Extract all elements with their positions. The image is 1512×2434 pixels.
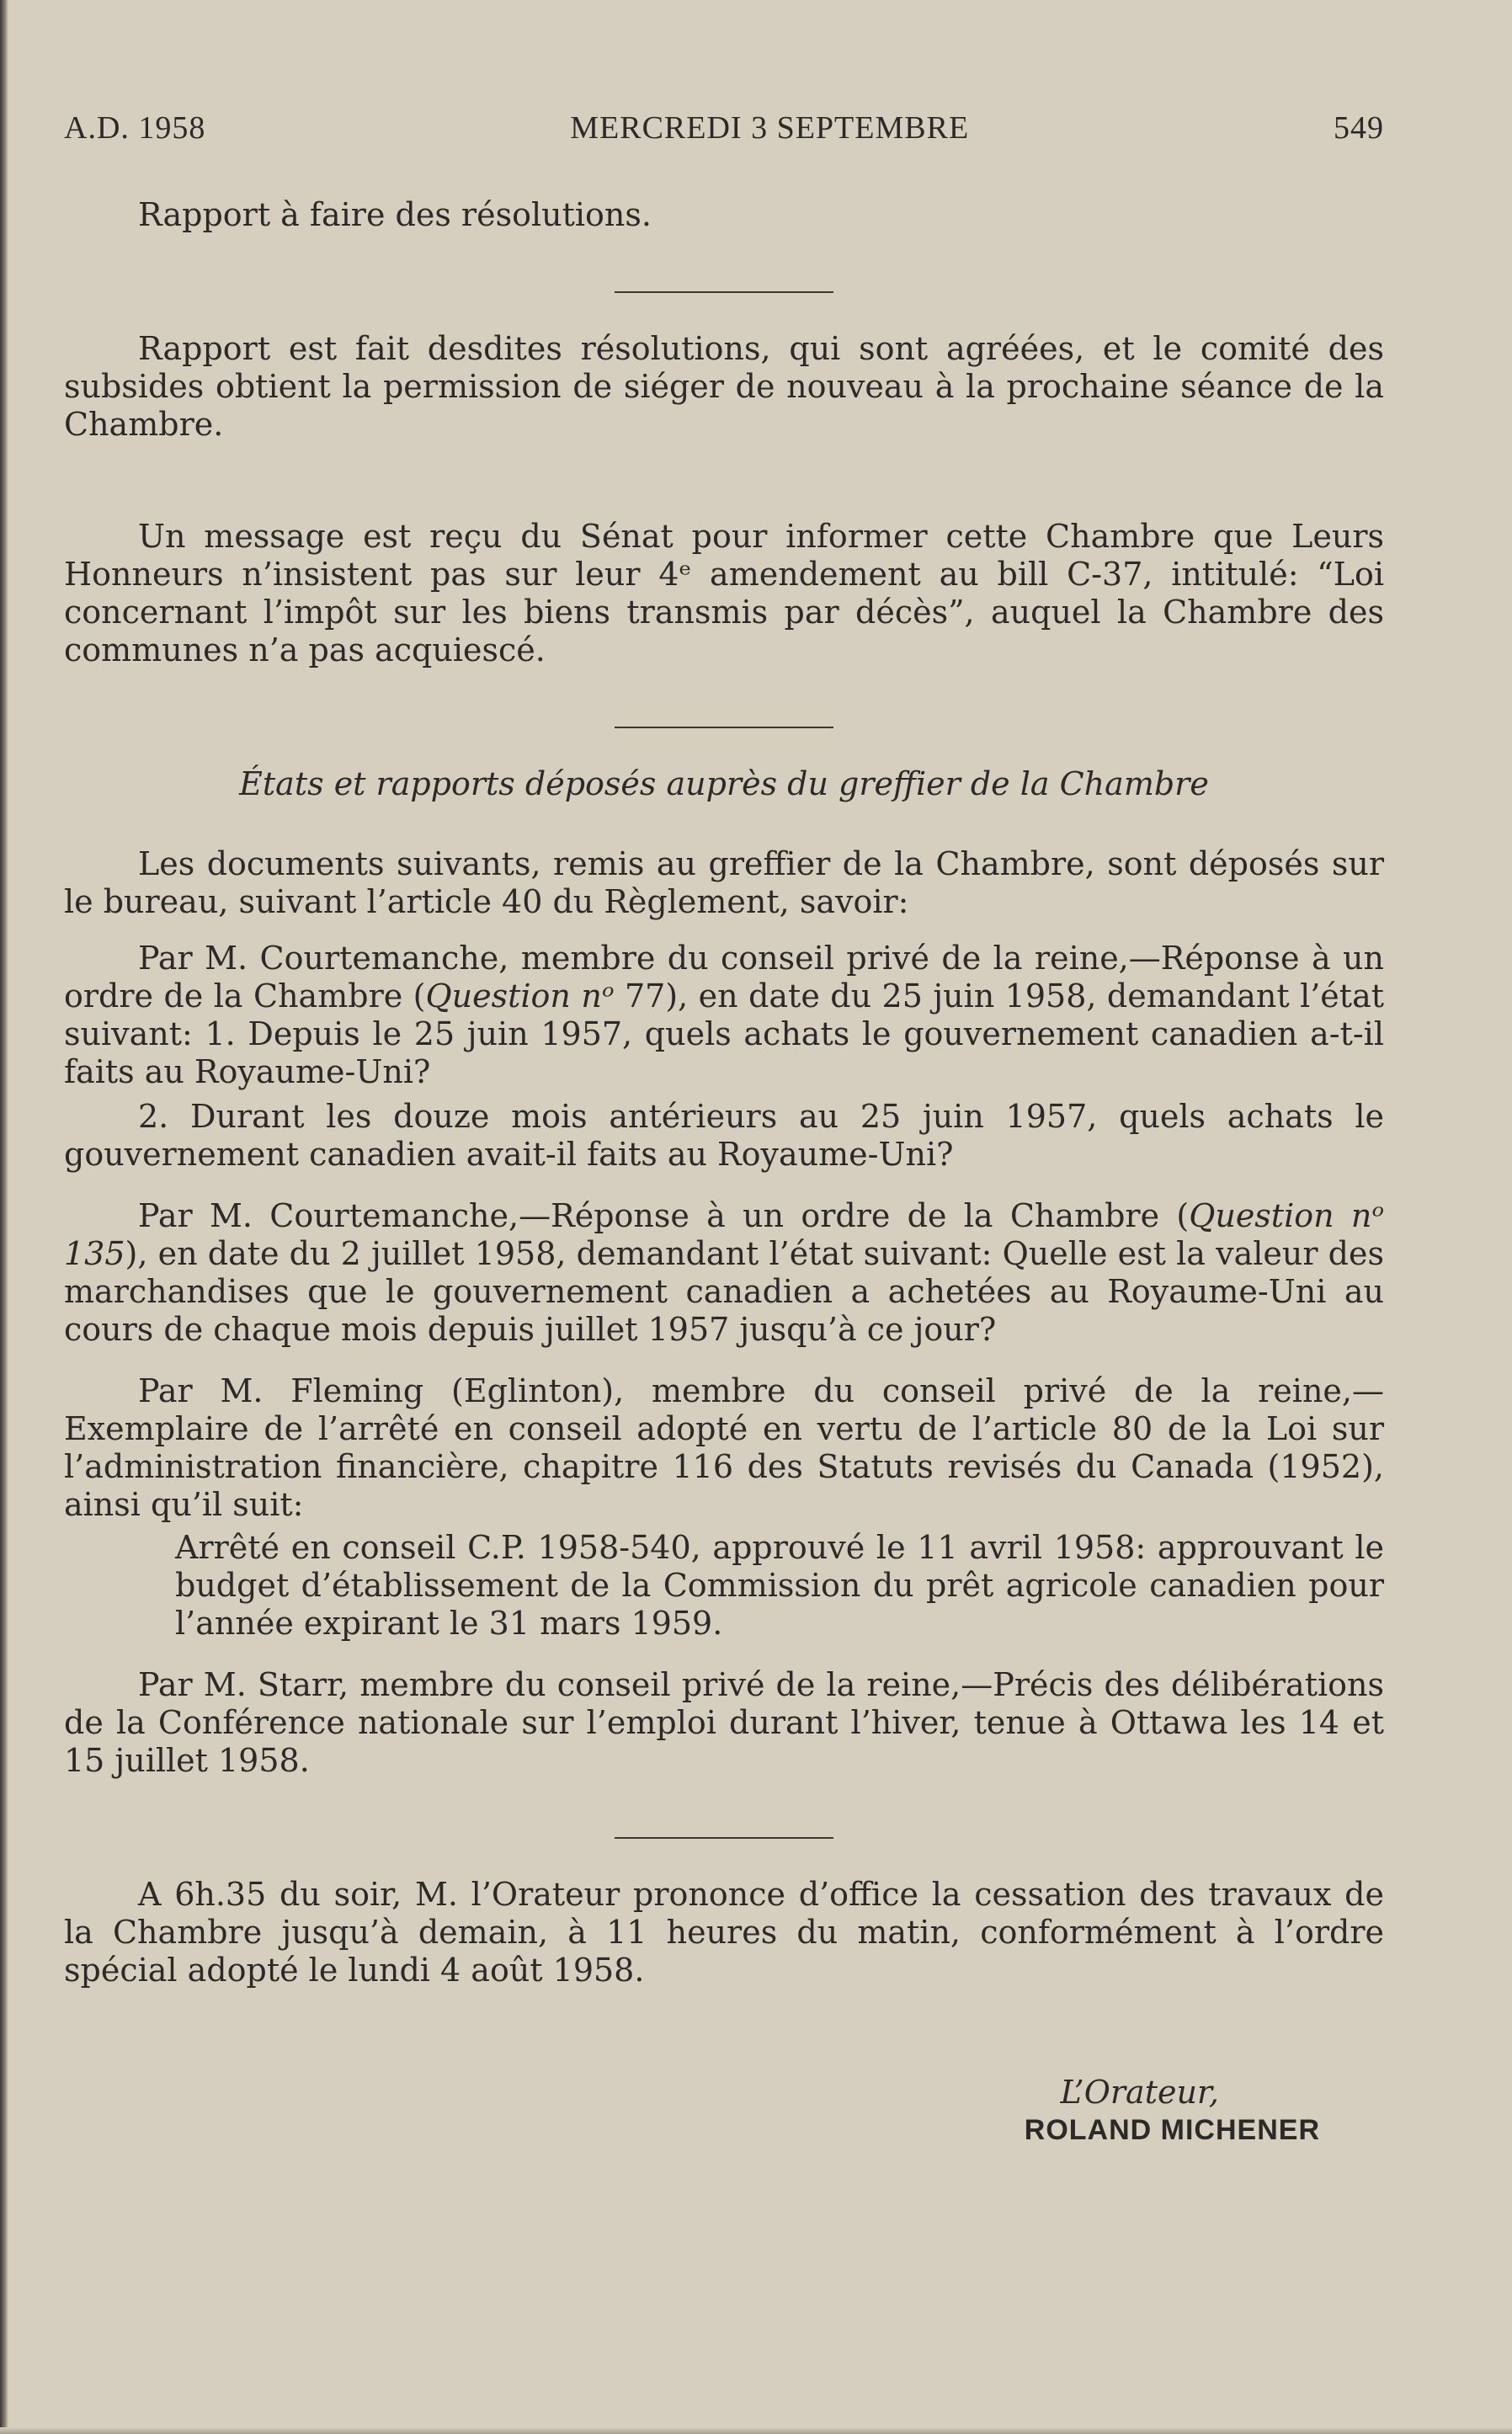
text-run-italic: Question nᵒ bbox=[425, 977, 615, 1015]
paragraph-fleming: Par M. Fleming (Eglinton), membre du conseil privé de la reine,—Exemplaire de l’arrêté en conseil adopté en vertu de l’article 80 de la Loi sur l’administration financière, chapitre 116 des Statuts revisés du Canada (1952), ainsi qu’il suit: bbox=[64, 1372, 1384, 1523]
paragraph-adjournment: A 6h.35 du soir, M. l’Orateur prononce d’office la cessation des travaux de la Chambre jusqu’à demain, à 11 heures du matin, conformément à l’ordre spécial adopté le lundi 4 août 1958. bbox=[64, 1876, 1384, 1989]
header-date: MERCREDI 3 SEPTEMBRE bbox=[570, 110, 970, 146]
document-page bbox=[64, 109, 1384, 2149]
text-run: 77), en date du 25 juin 1958, demandant l’état suivant: 1. Depuis le 25 juin 1957, quels achats le gouvernement canadien a-t-il faits au Royaume-Uni? bbox=[64, 977, 1384, 1090]
paragraph-question-2: 2. Durant les douze mois antérieurs au 25 juin 1957, quels achats le gouvernement canadien avait-il faits au Royaume-Uni? bbox=[64, 1098, 1384, 1173]
quoted-order-in-council: Arrêté en conseil C.P. 1958-540, approuvé le 11 avril 1958: approuvant le budget d’établissement de la Commission du prêt agricole canadien pour l’année expirant le 31 mars 1959. bbox=[175, 1529, 1384, 1642]
paragraph-report-made: Rapport est fait desdites résolutions, qui sont agréées, et le comité des subsides obtient la permission de siéger de nouveau à la prochaine séance de la Chambre. bbox=[64, 330, 1384, 443]
paragraph-report-resolutions: Rapport à faire des résolutions. bbox=[138, 196, 652, 233]
signature-name: ROLAND MICHENER bbox=[1024, 2114, 1320, 2146]
paragraph-documents-tabled: Les documents suivants, remis au greffier de la Chambre, sont déposés sur le bureau, suivant l’article 40 du Règlement, savoir: bbox=[64, 845, 1384, 920]
divider-1 bbox=[615, 291, 833, 293]
divider-2 bbox=[615, 727, 833, 728]
paragraph-courtemanche-135 bbox=[64, 1197, 1384, 1349]
paragraph-courtemanche-77 bbox=[64, 940, 1384, 1091]
paragraph-senate-message: Un message est reçu du Sénat pour informer cette Chambre que Leurs Honneurs n’insistent pas sur leur 4ᵉ amendement au bill C-37, intitulé: “Loi concernant l’impôt sur les biens transmis par décès”, auquel la Chambre des communes n’a pas acquiescé. bbox=[64, 518, 1384, 668]
running-header bbox=[64, 109, 1384, 147]
text-run: Par M. Courtemanche,—Réponse à un ordre de la Chambre ( bbox=[138, 1197, 1190, 1234]
signature-block bbox=[64, 2074, 1320, 2149]
page-bottom-edge bbox=[0, 2427, 1512, 2434]
section-heading: États et rapports déposés auprès du greffier de la Chambre bbox=[239, 765, 1209, 802]
page-binding-edge bbox=[0, 0, 8, 2434]
signature-title: L’Orateur, bbox=[1060, 2074, 1219, 2111]
header-year: A.D. 1958 bbox=[64, 110, 206, 146]
text-run: Par M. Courtemanche, membre du conseil privé de la reine,—Réponse à un ordre de la Chambre ( bbox=[64, 940, 1384, 1015]
header-page-number: 549 bbox=[1334, 110, 1384, 146]
text-run: ), en date du 2 juillet 1958, demandant l’état suivant: Quelle est la valeur des marchandises que le gouvernement canadien a achetées au Royaume-Uni au cours de chaque mois depuis juillet 1957 jusqu’à ce jour? bbox=[64, 1235, 1384, 1348]
paragraph-starr: Par M. Starr, membre du conseil privé de la reine,—Précis des délibérations de la Conférence nationale sur l’emploi durant l’hiver, tenue à Ottawa les 14 et 15 juillet 1958. bbox=[64, 1666, 1384, 1779]
text-run-italic: Question nᵒ 135 bbox=[64, 1197, 1384, 1272]
divider-3 bbox=[615, 1837, 833, 1839]
